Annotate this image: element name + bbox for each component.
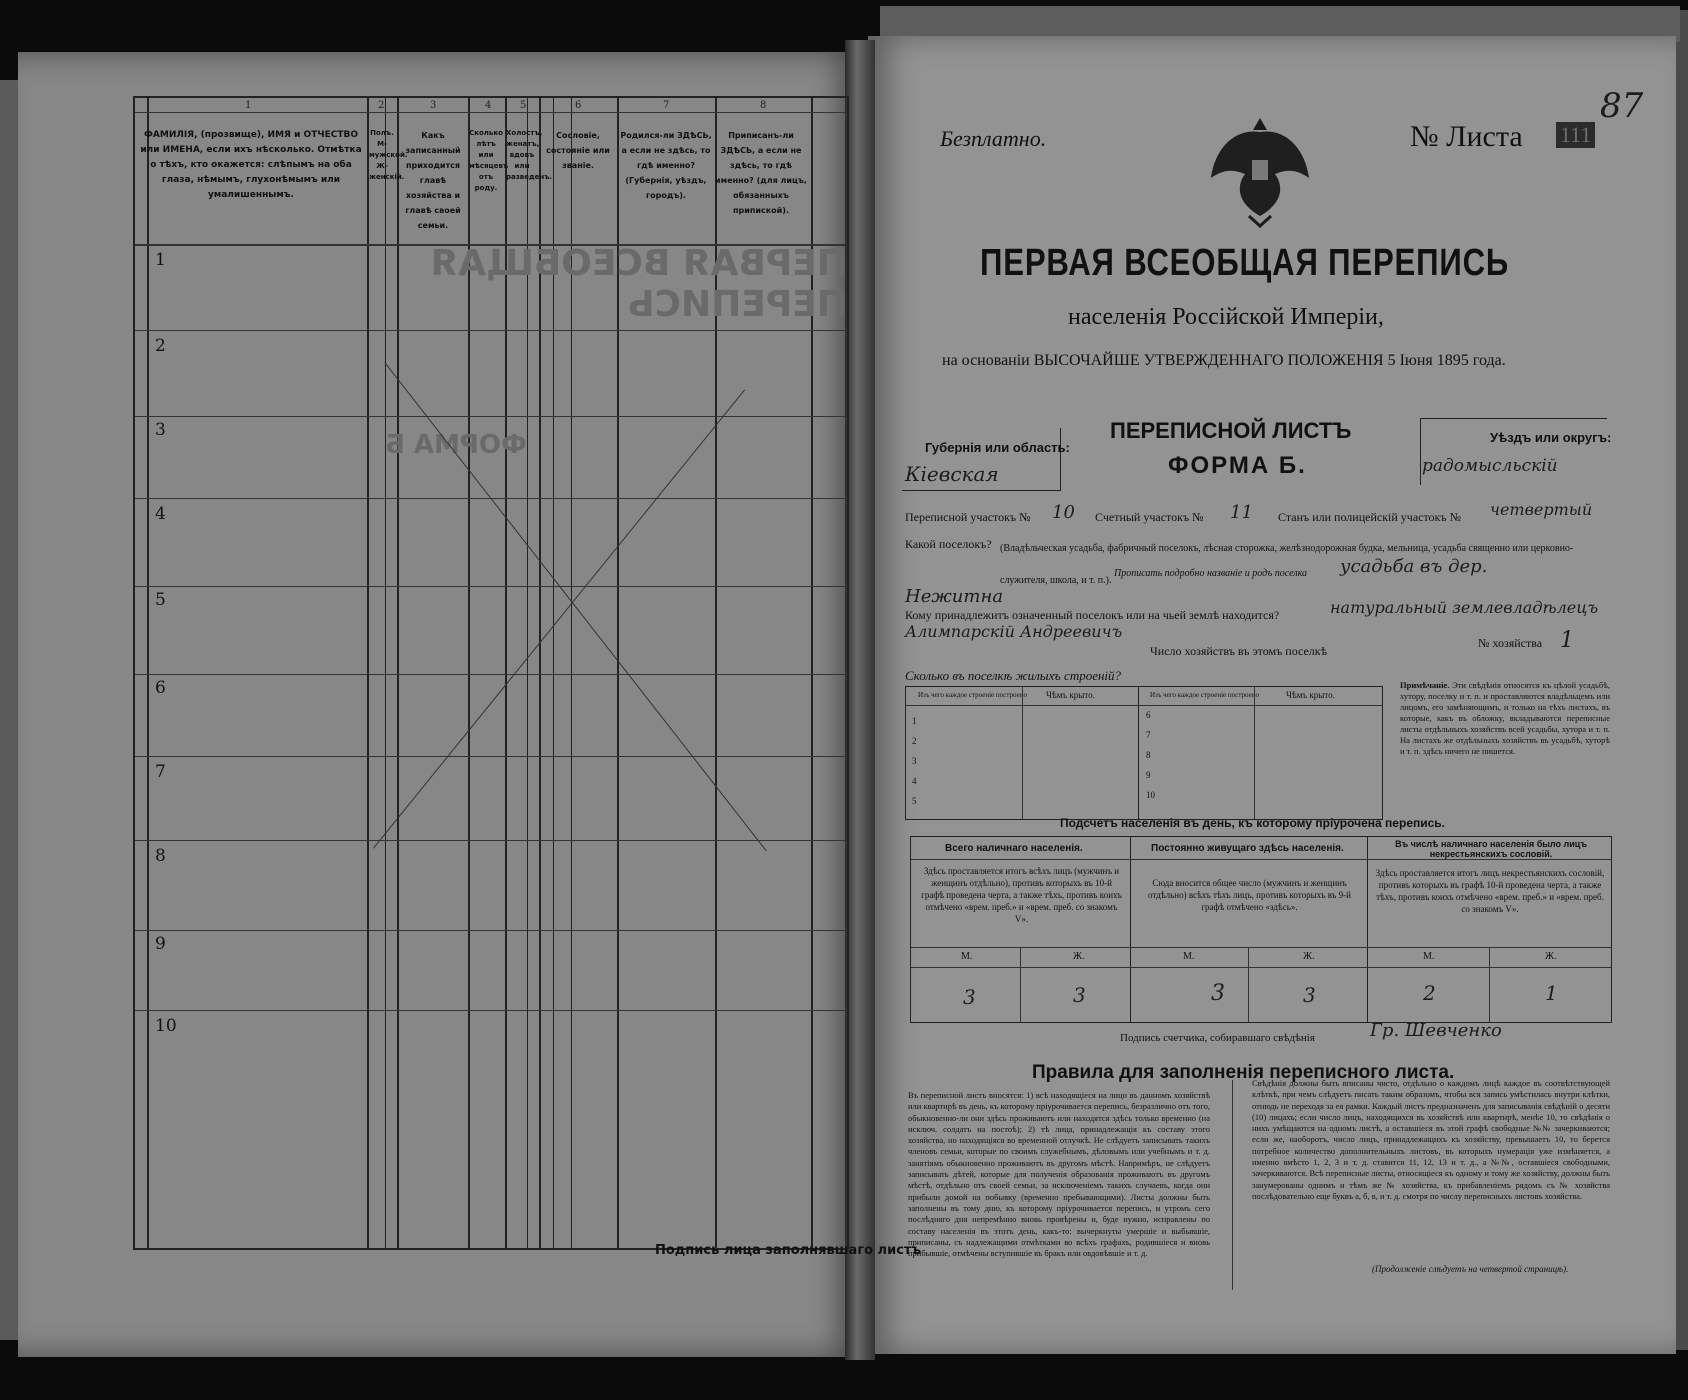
row-number: 1 bbox=[155, 250, 166, 270]
header-line bbox=[135, 112, 847, 113]
count-divider bbox=[1020, 947, 1021, 1022]
count-line bbox=[911, 859, 1611, 860]
column-number: 5 bbox=[520, 100, 527, 111]
ghost-form: ФОРМА Б bbox=[385, 430, 527, 460]
household-no-label: № хозяйства bbox=[1478, 636, 1543, 650]
buildings-col2: Чѣмъ крыто. bbox=[1046, 690, 1095, 700]
count-divider bbox=[1130, 837, 1131, 1022]
row-line bbox=[135, 586, 847, 587]
building-row: 8 bbox=[1146, 750, 1151, 760]
census-district-label: Переписной участокъ № bbox=[905, 510, 1031, 524]
uezd-label: Уѣздъ или округъ: bbox=[1490, 430, 1612, 445]
row-number: 3 bbox=[155, 420, 166, 440]
count-divider bbox=[1489, 947, 1490, 1022]
count-col-title: Всего наличнаго населенія. bbox=[945, 843, 1083, 854]
note bbox=[1400, 680, 1610, 757]
count-line bbox=[911, 947, 1611, 948]
building-row: 6 bbox=[1146, 710, 1151, 720]
settlement-hint2: Прописать подробно названіе и родъ поселка bbox=[1114, 568, 1308, 579]
census-district-value: 10 bbox=[1052, 502, 1075, 523]
building-row: 1 bbox=[912, 716, 917, 726]
sheet-number-label: № Листа bbox=[1410, 120, 1523, 153]
column-number: 4 bbox=[485, 100, 492, 111]
column-number: 8 bbox=[760, 100, 767, 111]
count-value: 3 bbox=[1211, 981, 1225, 1006]
page-mark: 87 bbox=[1600, 86, 1644, 126]
count-value: 3 bbox=[1303, 983, 1316, 1007]
row-line bbox=[135, 930, 847, 931]
row-number: 6 bbox=[155, 678, 166, 698]
building-row: 9 bbox=[1146, 770, 1151, 780]
rules-column-1: Въ переписной листъ вносятся: 1) всѣ находящіеся на лицо въ данномъ хозяйствѣ или квартирѣ въ день, къ которому пріурочивается перепись, безразлично отъ того, обыкновенно-ли они здѣсь проживаютъ или находятся здѣсь только временно (на исключ. солдатъ на постоѣ); 2) тѣ лица, принадлежащія къ составу этого хозяйства, но находящіяся во временной отлучкѣ. Не слѣдуетъ записывать такихъ членовъ семьи, которые по своимъ служебнымъ, дѣловымъ или учебнымъ и т. д. занятіямъ обыкновенно проживаютъ въ другомъ мѣстѣ. Напримѣръ, не слѣдуетъ записывать дѣтей, которые для полученія образованія проживаютъ въ другомъ мѣстѣ, отдѣльно отъ своей семьи, за исключеніемъ такихъ случаевъ, когда они прибыли домой на побывку (временно пребывающими). Листы должны быть заполнены въ тому дню, къ которому пріурочивается перепись, и утромъ сего послѣдняго дня непремѣнно вновь провѣрены и, буде нужно, исправлены по составу населенія въ этотъ день, какъ-то: вычеркнуты умершіе и выбывшіе, приписаны, съ надлежащими отмѣтками во всѣхъ графахъ, родившіеся и вновь прибывшіе, отмѣчены вступившіе въ бракъ или овдовѣвшіе и т. д. bbox=[908, 1090, 1210, 1259]
buildings-divider bbox=[1022, 687, 1023, 819]
header-birthplace: Родился-ли ЗДѢСЬ, а если не здѣсь, то гдѣ именно? (Губернія, уѣздъ, городъ). bbox=[620, 131, 712, 200]
counting-district-value: 11 bbox=[1230, 502, 1253, 523]
free-label: Безплатно. bbox=[940, 126, 1047, 151]
count-f-label: Ж. bbox=[1545, 951, 1557, 962]
row-number: 2 bbox=[155, 336, 166, 356]
counter-signature-label: Подпись счетчика, собиравшаго свѣдѣнія bbox=[1120, 1032, 1315, 1044]
buildings-col2-right: Чѣмъ крыто. bbox=[1286, 690, 1335, 700]
row-number: 10 bbox=[155, 1016, 177, 1036]
header-age: Сколько лѣтъ или мѣсяцевъ отъ роду. bbox=[469, 129, 509, 192]
settlement-value: усадьба въ дер. bbox=[1340, 556, 1488, 577]
note-title: Примѣчаніе. bbox=[1400, 680, 1450, 690]
owner-label: Кому принадлежитъ означенный поселокъ или на чьей землѣ находится? bbox=[905, 608, 1280, 622]
row-number: 9 bbox=[155, 934, 166, 954]
count-value: 2 bbox=[1423, 981, 1436, 1005]
count-line bbox=[911, 967, 1611, 968]
rules-column-2: Свѣдѣнія должны быть вписаны чисто, отдѣльно о каждомъ лицѣ каждое въ соотвѣтствующей клѣткѣ, при чемъ слѣдуетъ писать таким образомъ, чтобы вся запись умѣстилась внутри клѣтки, отнюдь не переходя за ея рамки. Каждый листъ предназначенъ для записыванія свѣдѣній о десяти (10) лицахъ; если число лицъ, находящихся въ хозяйствѣ или квартирѣ, менѣе 10, то свѣдѣнія о нихъ умѣщаются на одномъ листѣ, а оставшіеся въ этой графѣ свободные №№ зачеркиваются; если же, наоборотъ, число лицъ, принадлежащихъ къ хозяйству, превышаетъ 10, то берется потребное количество дополнительныхъ листовъ, въ которыхъ нумерація уже измѣняется, а именно вмѣсто 1, 2, 3 и т. д. ставится 11, 12, 13 и т. д., а №№, оставшіеся свободными, зачеркиваются. Всѣ переписные листы, относящіеся къ одному и тому же хозяйству, должны быть занумерованы однимъ и тѣмъ же № хозяйства, къ прибавленіемъ рядомъ съ № хозяйства послѣдовательно еще буквъ а, б, в, и т. д. смотря по числу переписныхъ листовъ хозяйства. bbox=[1252, 1078, 1610, 1201]
building-row: 7 bbox=[1146, 730, 1151, 740]
column-number: 3 bbox=[430, 100, 437, 111]
note-text: Эти свѣдѣнія относятся къ цѣлой усадьбѣ, хутору, поселку и т. п. и проставляются владѣльцемъ или лицомъ, его замѣняющимъ, и только на тѣхъ листахъ, въ которые, какъ въ обложку, вкладываются переписные листы отдѣльныхъ хозяйствъ всей усадьбы, хутора и т. п. На листахъ же отдѣльныхъ хозяйствъ въ усадьбѣ, хуторѣ и т. п. здѣсь ничего не пишется. bbox=[1400, 680, 1610, 756]
rules-title: Правила для заполненія переписного листа. bbox=[1032, 1062, 1455, 1083]
rules-continued: (Продолженіе слѣдуетъ на четвертой страницѣ). bbox=[1372, 1264, 1569, 1274]
count-divider bbox=[1367, 837, 1368, 1022]
census-basis: на основаніи ВЫСОЧАЙШЕ УТВЕРЖДЕННАГО ПОЛОЖЕНІЯ 5 Іюня 1895 года. bbox=[942, 352, 1506, 369]
sheet-number-value: 111 bbox=[1556, 122, 1595, 148]
settlement-label: Какой поселокъ? bbox=[905, 537, 992, 551]
row-line bbox=[135, 416, 847, 417]
settlement-hint: (Владѣльческая усадьба, фабричный поселокъ, лѣсная сторожка, желѣзнодорожная будка, мельница, усадьба священно или церковно-служителя, школа, и т. п.). bbox=[1000, 543, 1574, 586]
count-col-text: Сюда вносится общее число (мужчинъ и женщинъ отдѣльно) всѣхъ тѣхъ лицъ, противъ которыхъ въ 9-й графѣ отмѣчено «здѣсь». bbox=[1148, 878, 1351, 912]
column-number: 7 bbox=[663, 100, 670, 111]
police-district-label: Станъ или полицейскій участокъ № bbox=[1278, 510, 1462, 524]
count-title: Подсчетъ населенія въ день, къ которому пріурочена перепись. bbox=[1060, 816, 1445, 830]
owner-value: натуральный землевладѣлецъ bbox=[1330, 598, 1599, 617]
header-marital: Холостъ, женатъ, вдовъ или разведенъ. bbox=[506, 129, 553, 181]
count-col-title: Въ числѣ наличнаго населенія было лицъ некрестьянскихъ сословій. bbox=[1395, 839, 1587, 859]
count-value: 1 bbox=[1545, 981, 1558, 1005]
rules-divider bbox=[1232, 1080, 1233, 1290]
book-spine bbox=[845, 40, 875, 1360]
buildings-table bbox=[905, 686, 1383, 820]
counter-signature-value: Гр. Шевченко bbox=[1370, 1020, 1502, 1041]
building-row: 4 bbox=[912, 776, 917, 786]
header-name: ФАМИЛІЯ, (прозвище), ИМЯ и ОТЧЕСТВО или ИМЕНА, если ихъ нѣсколько. Отмѣтка о тѣхъ, кто окажется: слѣпымъ на оба глаза, нѣмымъ, глухонѣмымъ или умалишеннымъ. bbox=[140, 130, 362, 200]
police-district-value: четвертый bbox=[1490, 500, 1593, 519]
header-sex: Полъ. М-мужской. Ж-женскій. bbox=[369, 129, 408, 181]
row-line bbox=[135, 330, 847, 331]
row-line bbox=[135, 674, 847, 675]
row-number: 7 bbox=[155, 762, 166, 782]
row-line bbox=[135, 756, 847, 757]
row-number: 4 bbox=[155, 504, 166, 524]
form-title: ПЕРЕПИСНОЙ ЛИСТЪ bbox=[1110, 418, 1352, 443]
building-row: 10 bbox=[1146, 790, 1155, 800]
buildings-col1: Изъ чего каждое строеніе построено bbox=[918, 691, 1027, 699]
count-f-label: Ж. bbox=[1073, 951, 1085, 962]
census-title: ПЕРВАЯ ВСЕОБЩАЯ ПЕРЕПИСЬ bbox=[980, 242, 1510, 284]
header-relation: Какъ записанный приходится главѣ хозяйства и главѣ своей семьи. bbox=[405, 131, 461, 230]
ghost-title: ПЕРВАЯ ВСЕОБЩАЯ ПЕРЕПИСЬ bbox=[430, 243, 847, 325]
gubernia-label: Губернія или область: bbox=[925, 440, 1070, 455]
settlement-value2: Нежитна bbox=[905, 586, 1004, 607]
buildings-col1-right: Изъ чего каждое строеніе построено bbox=[1150, 691, 1259, 699]
row-number: 5 bbox=[155, 590, 166, 610]
row-number-divider bbox=[147, 98, 149, 1248]
strike-line bbox=[384, 362, 766, 851]
row-line bbox=[135, 840, 847, 841]
census-table bbox=[133, 96, 849, 1250]
column-number: 2 bbox=[378, 100, 385, 111]
building-row: 3 bbox=[912, 756, 917, 766]
count-table bbox=[910, 836, 1612, 1023]
households-label: Число хозяйствъ въ этомъ поселкѣ bbox=[1150, 644, 1328, 658]
count-m-label: М. bbox=[961, 951, 973, 962]
count-divider bbox=[1248, 947, 1249, 1022]
column-number: 6 bbox=[575, 100, 582, 111]
imperial-eagle-emblem bbox=[1205, 108, 1315, 228]
count-m-label: М. bbox=[1183, 951, 1195, 962]
building-row: 5 bbox=[912, 796, 917, 806]
header-registration: Приписанъ-ли ЗДѢСЬ, а если не здѣсь, то гдѣ именно? (для лицъ, обязанныхъ припиской). bbox=[715, 131, 807, 215]
count-value: 3 bbox=[963, 985, 976, 1009]
count-f-label: Ж. bbox=[1303, 951, 1315, 962]
row-number: 8 bbox=[155, 846, 166, 866]
gubernia-value: Кіевская bbox=[905, 462, 999, 486]
census-subtitle: населенія Россійской Имперіи, bbox=[1068, 304, 1384, 330]
header-estate: Сословіе, состояніе или званіе. bbox=[546, 131, 610, 170]
uezd-value: радомысльскій bbox=[1422, 456, 1558, 476]
buildings-divider bbox=[1254, 687, 1255, 819]
count-col-text: Здѣсь проставляется итогъ всѣхъ лицъ (мужчинъ и женщинъ отдѣльно), противъ которыхъ въ 10-й графѣ проведена черта, а также тѣхъ, противъ коихъ отмѣчено «врем. преб.» и «врем. преб. со знакомъ V». bbox=[921, 866, 1122, 924]
buildings-label: Сколько въ поселкѣ жилыхъ строеній? bbox=[905, 668, 1122, 683]
counting-district-label: Счетный участокъ № bbox=[1095, 510, 1204, 524]
count-value: 3 bbox=[1073, 983, 1086, 1007]
column-number: 1 bbox=[245, 100, 252, 111]
count-col-title: Постоянно живущаго здѣсь населенія. bbox=[1151, 843, 1344, 854]
buildings-header-line bbox=[906, 705, 1382, 706]
building-row: 2 bbox=[912, 736, 917, 746]
owner-value2: Алимпарскій Андреевичъ bbox=[905, 622, 1123, 641]
form-name: ФОРМА Б. bbox=[1168, 452, 1307, 479]
row-line bbox=[135, 1010, 847, 1011]
household-no-value: 1 bbox=[1560, 628, 1574, 653]
signature-label: Подпись лица заполнявшаго листъ bbox=[655, 1243, 922, 1258]
count-m-label: М. bbox=[1423, 951, 1435, 962]
buildings-divider bbox=[1138, 687, 1139, 819]
count-col-text: Здѣсь проставляется итогъ лицъ некрестьянскихъ сословій, противъ которыхъ въ графѣ 10-й проведена черта, а также тѣхъ, противъ коихъ отмѣчено «врем. преб.» и «врем. преб. со знакомъ V». bbox=[1375, 868, 1605, 914]
